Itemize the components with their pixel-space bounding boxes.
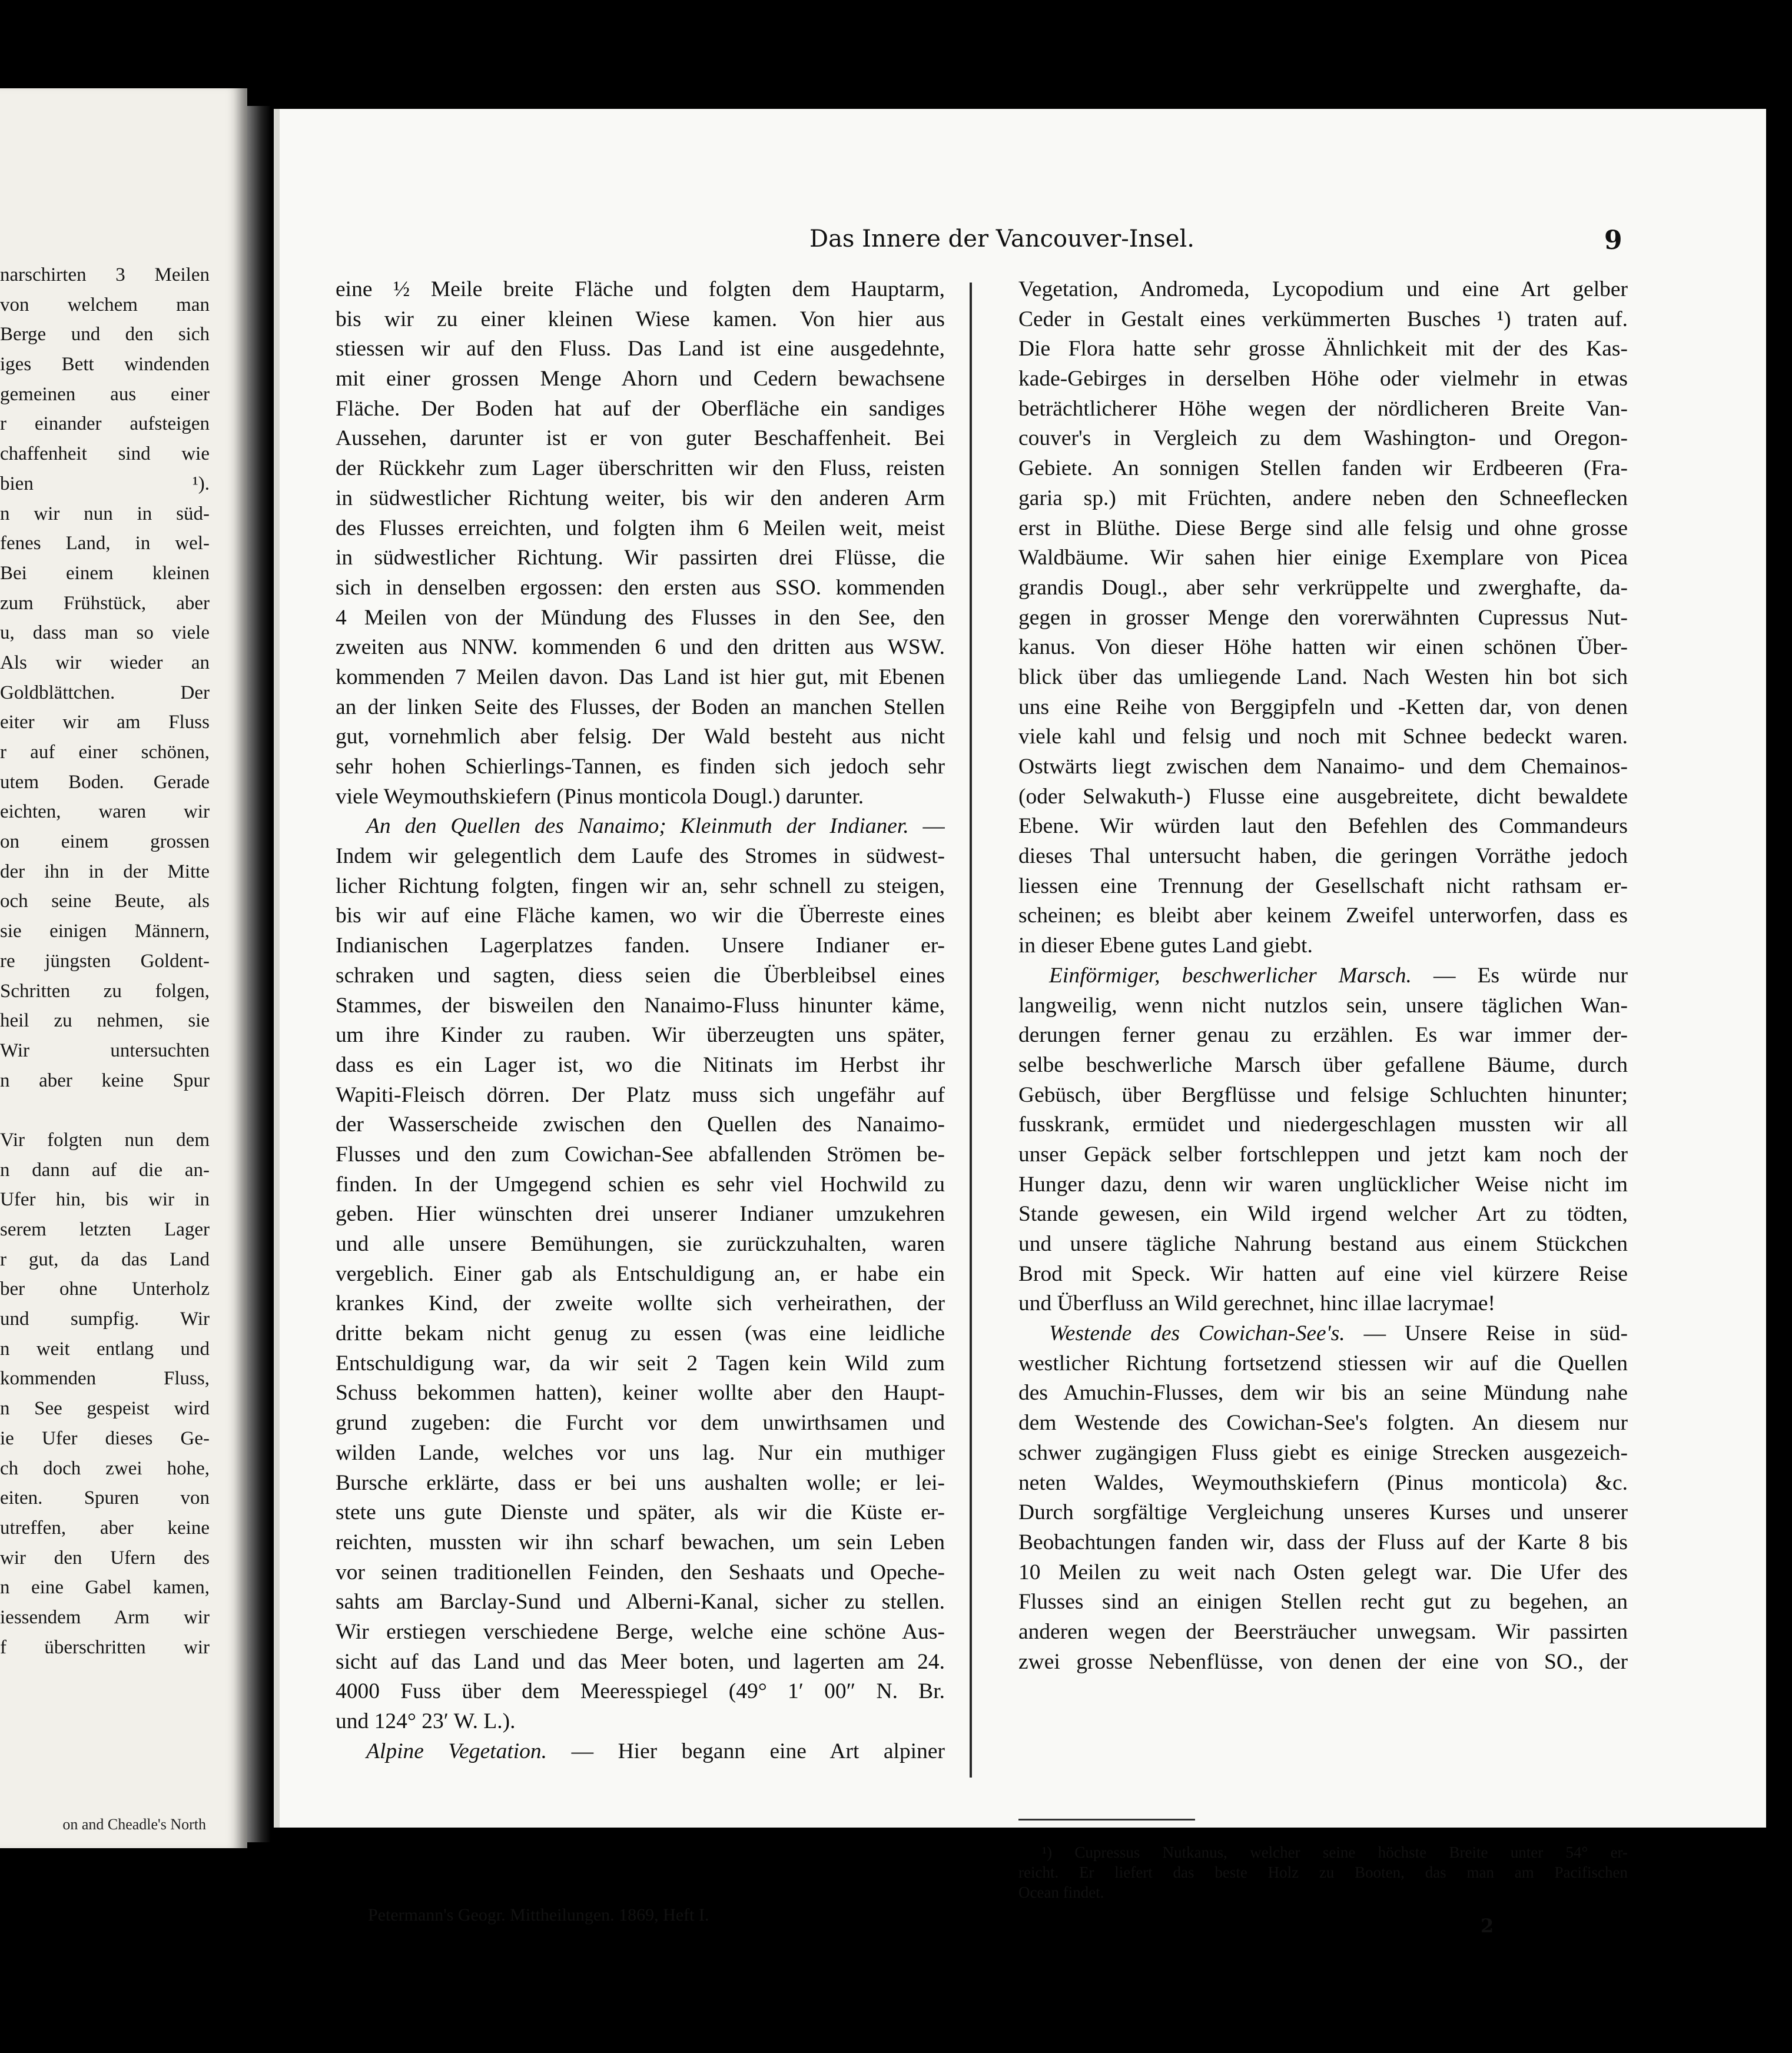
footnote-line: Ocean findet. [1018, 1883, 1104, 1901]
text-line: n eine Gabel kamen, [0, 1577, 210, 1599]
text-line: sicht auf das Land und das Meer boten, und lagerten am 24. [336, 1649, 945, 1674]
text-line: in südwestlicher Richtung weiter, bis wir den anderen Arm [336, 486, 945, 510]
text-line: vor seinen traditionellen Feinden, den Seshaats und Opeche- [336, 1560, 945, 1584]
text-line: uns eine Reihe von Berggipfeln und -Ketten dar, von denen [1018, 695, 1628, 719]
text-line: bis wir auf eine Fläche kamen, wo wir die Überreste eines [336, 903, 945, 928]
text-line: 4000 Fuss über dem Meeresspiegel (49° 1′ 00″ N. Br. [336, 1679, 945, 1704]
footnote-line: reicht. Er liefert das beste Holz zu Booten, das man am Pacifischen [1018, 1863, 1628, 1881]
text-line: kommenden Fluss, [0, 1368, 210, 1390]
text-line: n See gespeist wird [0, 1398, 210, 1420]
text-line: iges Bett windenden [0, 354, 210, 376]
text-line: n dann auf die an- [0, 1159, 210, 1181]
text-line: ch doch zwei hohe, [0, 1457, 210, 1479]
text-line: Beobachtungen fanden wir, dass der Fluss auf der Karte 8 bis [1018, 1530, 1628, 1554]
text-line: r gut, da das Land [0, 1248, 210, 1270]
text-line: Aussehen, darunter ist er von guter Beschaffenheit. Bei [336, 426, 945, 451]
facing-page-left [0, 88, 247, 1848]
footnote [1018, 1842, 1628, 1902]
text-line: grund zugeben: die Furcht vor dem unwirthsamen und [336, 1411, 945, 1436]
text-column-right [1018, 275, 1628, 1677]
text-line: Waldbäume. Wir sahen hier einige Exemplare von Picea [1018, 546, 1628, 570]
page-number: 9 [1604, 225, 1622, 255]
text-line: Stande gewesen, ein Wild irgend welcher Art zu tödten, [1018, 1202, 1628, 1227]
page [274, 109, 1766, 1937]
text-line: re jüngsten Goldent- [0, 950, 210, 972]
text-line: Wir erstiegen verschiedene Berge, welche eine schöne Aus- [336, 1619, 945, 1644]
text-line: unser Gepäck selber fortschleppen und jetzt kam noch der [1018, 1142, 1628, 1167]
signature-mark: 2 [1481, 1915, 1494, 1937]
text-line: sie einigen Männern, [0, 921, 210, 942]
text-line: zwei grosse Nebenflüsse, von denen der eine von SO., der [1018, 1649, 1628, 1674]
text-line: sahts am Barclay-Sund und Alberni-Kanal, sicher zu stellen. [336, 1590, 945, 1615]
text-line: r einander aufsteigen [0, 413, 210, 435]
text-line: sich in denselben ergossen: den ersten aus SSO. kommenden [336, 575, 945, 600]
text-line: f überschritten wir [0, 1636, 210, 1658]
text-line: anderen wegen der Beersträucher unwegsam. Wir passirten [1018, 1619, 1628, 1644]
text-line: 10 Meilen zu weit nach Osten gelegt war. Die Ufer des [1018, 1560, 1628, 1584]
text-line: fenes Land, in wel- [0, 533, 210, 554]
text-line: wir den Ufern des [0, 1547, 210, 1569]
text-line: Wir untersuchten [0, 1039, 210, 1061]
text-line: dem Westende des Cowichan-See's folgten. An diesem nur [1018, 1411, 1628, 1436]
text-line: Schritten zu folgen, [0, 980, 210, 1002]
text-line: des Flusses erreichten, und folgten ihm 6 Meilen weit, meist [336, 516, 945, 540]
text-line: utreffen, aber keine [0, 1517, 210, 1539]
text-line: iessendem Arm wir [0, 1606, 210, 1628]
text-line: och seine Beute, als [0, 891, 210, 912]
text-line: on einem grossen [0, 831, 210, 853]
text-line: Ufer hin, bis wir in [0, 1189, 210, 1211]
text-line: licher Richtung folgten, fingen wir an, sehr schnell zu steigen, [336, 873, 945, 898]
text-line: krankes Kind, der zweite wollte sich verheirathen, der [336, 1291, 945, 1316]
text-line: Schuss bekommen hatten), keiner wollte aber den Haupt- [336, 1381, 945, 1406]
text-line: couver's in Vergleich zu dem Washington- und Oregon- [1018, 426, 1628, 451]
text-line: 4 Meilen von der Mündung des Flusses in den See, den [336, 605, 945, 630]
text-line: eine ½ Meile breite Fläche und folgten dem Hauptarm, [336, 277, 945, 301]
text-line: Wapiti-Fleisch dörren. Der Platz muss sich ungefähr auf [336, 1082, 945, 1107]
text-line: n aber keine Spur [0, 1069, 210, 1091]
text-line: selbe beschwerliche Marsch über gefallene Bäume, durch [1018, 1052, 1628, 1077]
text-line: grandis Dougl., aber sehr verkrüppelte und zwerghafte, da- [1018, 575, 1628, 600]
text-line: Stammes, der bisweilen den Nanaimo-Fluss hinunter käme, [336, 993, 945, 1018]
text-line: Ebene. Wir würden laut den Befehlen des Commandeurs [1018, 814, 1628, 839]
column-rule [970, 283, 972, 1778]
text-line: Goldblättchen. Der [0, 682, 210, 703]
text-line: Ceder in Gestalt eines verkümmerten Busches ¹) traten auf. [1018, 307, 1628, 331]
text-line: Vegetation, Andromeda, Lycopodium und eine Art gelber [1018, 277, 1628, 301]
text-line: scheinen; es bleibt aber keinem Zweifel unterworfen, dass es [1018, 903, 1628, 928]
text-line: und 124° 23′ W. L.). [336, 1709, 516, 1733]
text-line: beträchtlicherer Höhe wegen der nördlicheren Breite Van- [1018, 396, 1628, 421]
text-line: des Amuchin-Flusses, dem wir bis an seine Mündung nahe [1018, 1381, 1628, 1406]
text-line: schwer zugängigen Fluss giebt es einige Strecken ausgezeich- [1018, 1440, 1628, 1465]
book-gutter [247, 106, 271, 1842]
text-line: eiter wir am Fluss [0, 712, 210, 733]
text-line: serem letzten Lager [0, 1219, 210, 1240]
text-line: blick über das umliegende Land. Nach Westen hin bot sich [1018, 665, 1628, 689]
footnote-line: ¹) Cupressus Nutkanus, welcher seine höchste Breite unter 54° er- [1042, 1843, 1628, 1861]
text-line: der Rückkehr zum Lager überschritten wir den Fluss, reisten [336, 456, 945, 481]
text-line: geben. Hier wünschten drei unserer Indianer umzukehren [336, 1202, 945, 1227]
text-line: Indem wir gelegentlich dem Laufe des Stromes in südwest- [336, 844, 945, 869]
text-line: Berge und den sich [0, 324, 210, 346]
text-line: eiten. Spuren von [0, 1487, 210, 1509]
text-line: ie Ufer dieses Ge- [0, 1427, 210, 1449]
text-line: der ihn in der Mitte [0, 861, 210, 882]
text-line: Durch sorgfältige Vergleichung unseres Kurses und unserer [1018, 1500, 1628, 1525]
text-line: sehr hohen Schierlings-Tannen, es finden sich jedoch sehr [336, 755, 945, 779]
text-line: Bursche erklärte, dass er bei uns aushalten wolle; er lei- [336, 1470, 945, 1495]
text-line: wilden Lande, welches vor uns lag. Nur ein muthiger [336, 1440, 945, 1465]
section-heading-line: Einförmiger, beschwerlicher Marsch. — Es würde nur [1049, 963, 1628, 988]
text-line: um ihre Kinder zu rauben. Wir überzeugten uns später, [336, 1023, 945, 1048]
text-line: in dieser Ebene gutes Land giebt. [1018, 934, 1313, 958]
text-line: ber ohne Unterholz [0, 1278, 210, 1300]
section-heading-line: Alpine Vegetation. — Hier begann eine Art alpiner [366, 1739, 945, 1763]
text-line: gemeinen aus einer [0, 383, 210, 405]
text-line: kanus. Von dieser Höhe hatten wir einen schönen Über- [1018, 635, 1628, 660]
text-line: neten Waldes, Weymouthskiefern (Pinus monticola) &c. [1018, 1470, 1628, 1495]
text-line: stete uns gute Dienste und später, als wir die Küste er- [336, 1500, 945, 1525]
text-line: und Überfluss an Wild gerechnet, hinc illae lacrymae! [1018, 1291, 1495, 1316]
text-line: erst in Blüthe. Diese Berge sind alle felsig und ohne grosse [1018, 516, 1628, 540]
text-line: heil zu nehmen, sie [0, 1010, 210, 1032]
text-line: Gebiete. An sonnigen Stellen fanden wir Erdbeeren (Fra- [1018, 456, 1628, 481]
text-line: und sumpfig. Wir [0, 1308, 210, 1330]
text-line: derungen ferner genau zu erzählen. Es war immer der- [1018, 1023, 1628, 1048]
text-line: von welchem man [0, 294, 210, 315]
text-line: Brod mit Speck. Wir hatten auf eine viel kürzere Reise [1018, 1261, 1628, 1286]
text-line: Als wir wieder an [0, 652, 210, 673]
text-line: finden. In der Umgegend schien es sehr viel Hochwild zu [336, 1172, 945, 1197]
running-head: Das Innere der Vancouver-Insel. [809, 225, 1195, 253]
text-line: westlicher Richtung fortsetzend stiessen wir auf die Quellen [1018, 1351, 1628, 1376]
text-line: an der linken Seite des Flusses, der Boden an manchen Stellen [336, 695, 945, 719]
text-line: Flusses sind an einigen Stellen recht gut zu begehen, an [1018, 1590, 1628, 1615]
text-line: gegen in grosser Menge den vorerwähnten Cupressus Nut- [1018, 605, 1628, 630]
text-line: zweiten aus NNW. kommenden 6 und den dritten aus WSW. [336, 635, 945, 660]
text-line: mit einer grossen Menge Ahorn und Cedern bewachsene [336, 367, 945, 391]
text-line: Hunger dazu, denn wir waren unglücklicher Weise nicht im [1018, 1172, 1628, 1197]
text-line: kade-Gebirges in derselben Höhe oder vielmehr in etwas [1018, 367, 1628, 391]
text-line: Vir folgten nun dem [0, 1129, 210, 1151]
text-line: bis wir zu einer kleinen Wiese kamen. Von hier aus [336, 307, 945, 331]
text-column-left [336, 275, 945, 1766]
text-line: eichten, waren wir [0, 801, 210, 823]
text-line: dass es ein Lager ist, wo die Nitinats im Herbst ihr [336, 1052, 945, 1077]
text-line: und unsere tägliche Nahrung bestand aus einem Stückchen [1018, 1232, 1628, 1256]
text-line: Flusses und den zum Cowichan-See abfallenden Strömen be- [336, 1142, 945, 1167]
text-line: garia sp.) mit Früchten, andere neben den Schneeflecken [1018, 486, 1628, 510]
section-heading-line: An den Quellen des Nanaimo; Kleinmuth der Indianer. — [366, 814, 945, 839]
text-line: utem Boden. Gerade [0, 771, 210, 793]
text-line: und alle unsere Bemühungen, sie zurückzuhalten, waren [336, 1232, 945, 1256]
text-line [0, 1095, 210, 1125]
text-line: Die Flora hatte sehr grosse Ähnlichkeit mit der des Kas- [1018, 337, 1628, 361]
text-line: r auf einer schönen, [0, 742, 210, 763]
text-line: viele kahl und felsig und noch mit Schnee bedeckt waren. [1018, 725, 1628, 749]
facing-page-text [0, 260, 210, 1662]
text-line: fusskrank, ermüdet und niedergeschlagen mussten wir all [1018, 1112, 1628, 1137]
text-line: n wir nun in süd- [0, 503, 210, 524]
text-line: (oder Selwakuth-) Flusse eine ausgebreitete, dicht bewaldete [1018, 784, 1628, 809]
text-line: vergeblich. Einer gab als Entschuldigung an, er habe ein [336, 1261, 945, 1286]
text-line: chaffenheit sind wie [0, 443, 210, 465]
text-line: liessen eine Trennung der Gesellschaft nicht rathsam er- [1018, 873, 1628, 898]
section-heading-line: Westende des Cowichan-See's. — Unsere Reise in süd- [1049, 1321, 1628, 1346]
facing-page-footnote: on and Cheadle's North [62, 1816, 206, 1833]
text-line: kommenden 7 Meilen davon. Das Land ist hier gut, mit Ebenen [336, 665, 945, 689]
text-line: stiessen wir auf den Fluss. Das Land ist eine ausgedehnte, [336, 337, 945, 361]
text-line: Indianischen Lagerplatzes fanden. Unsere Indianer er- [336, 934, 945, 958]
text-line: Fläche. Der Boden hat auf der Oberfläche ein sandiges [336, 396, 945, 421]
text-line: Gebüsch, über Bergflüsse und felsige Schluchten hinunter; [1018, 1082, 1628, 1107]
text-line: langweilig, wenn nicht nutzlos sein, unsere täglichen Wan- [1018, 993, 1628, 1018]
footnote-rule [1018, 1819, 1195, 1821]
text-line: der Wasserscheide zwischen den Quellen des Nanaimo- [336, 1112, 945, 1137]
text-line: Entschuldigung war, da wir seit 2 Tagen kein Wild zum [336, 1351, 945, 1376]
text-line: gut, vornehmlich aber felsig. Der Wald besteht aus nicht [336, 725, 945, 749]
text-line: viele Weymouthskiefern (Pinus monticola Dougl.) darunter. [336, 784, 864, 809]
text-line: narschirten 3 Meilen [0, 264, 210, 285]
text-line: dritte bekam nicht genug zu essen (was eine leidliche [336, 1321, 945, 1346]
text-line: Ostwärts liegt zwischen dem Nanaimo- und dem Chemainos- [1018, 755, 1628, 779]
text-line: zum Frühstück, aber [0, 592, 210, 614]
source-footnote: Petermann's Geogr. Mittheilungen. 1869, Heft I. [368, 1905, 709, 1925]
text-line: u, dass man so viele [0, 622, 210, 644]
text-line: dieses Thal untersucht haben, die geringen Vorräthe jedoch [1018, 844, 1628, 869]
text-line: in südwestlicher Richtung. Wir passirten drei Flüsse, die [336, 546, 945, 570]
text-line: bien ¹). [0, 473, 210, 494]
text-line: schraken und sagten, diess seien die Überbleibsel eines [336, 963, 945, 988]
text-line: n weit entlang und [0, 1338, 210, 1360]
text-line: Bei einem kleinen [0, 562, 210, 584]
text-line: reichten, mussten wir ihn scharf bewachen, um sein Leben [336, 1530, 945, 1554]
